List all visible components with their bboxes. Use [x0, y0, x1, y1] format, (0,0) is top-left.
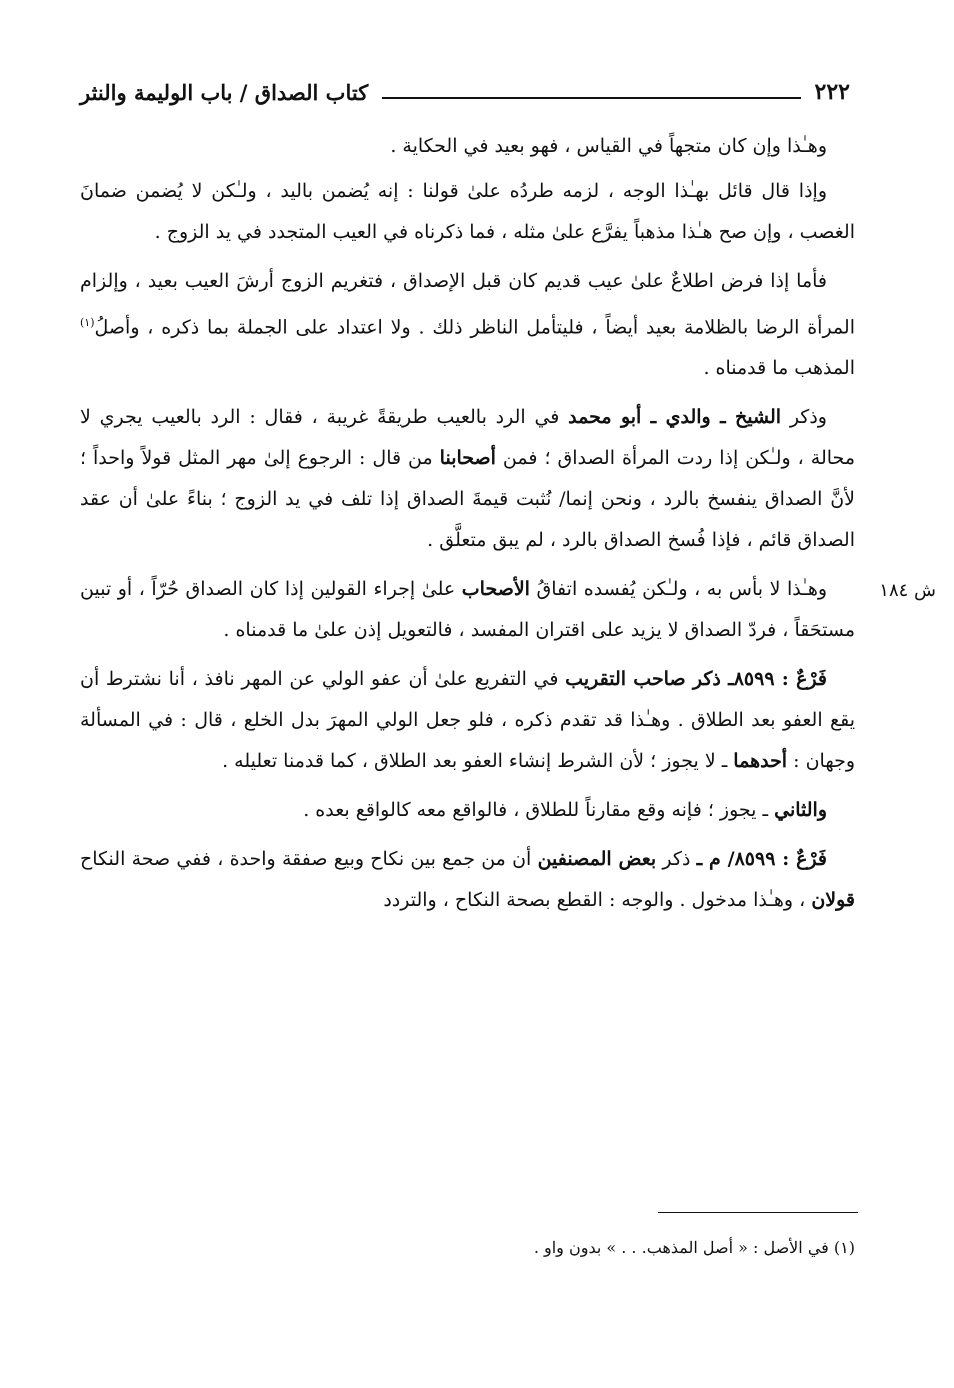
footnote-divider [658, 1212, 858, 1213]
paragraph-text: علىٰ إجراء القولين إذا كان الصداق حُرّاً ، أو تبين مستحَقاً ، فردّ الصداق لا يزيد على اقتران المفسد ، فالتعويل إذن علىٰ ما قدمناه . [80, 578, 855, 642]
paragraph-text: في التفريع علىٰ أن عفو الولي عن المهر نافذ ، أنا نشترط أن يقع العفو بعد الطلاق . وهـٰذا قد تقدم ذكره ، فلو جعل الولي المهرَ بدل الخلع ، قال : في المسألة وجهان : [80, 668, 855, 773]
header-rule [382, 97, 800, 99]
paragraph [80, 569, 855, 651]
bold-term: أحدهما [733, 750, 788, 773]
paragraph [80, 261, 855, 389]
paragraph-text: من قال : الرجوع إلىٰ مهر المثل قولاً واحداً ؛ لأنَّ الصداق ينفسخ بالرد ، ونحن إنما/ نُثبت قيمةَ الصداق إذا تلف في يد الزوج ؛ بناءً علىٰ أن عقد الصداق قائم ، فإذا فُسخ الصداق بالرد ، لم يبق متعلَّق . [80, 447, 855, 552]
paragraph-text: ـ لا يجوز ؛ لأن الشرط إنشاء العفو بعد الطلاق ، كما قدمنا تعليله . [222, 750, 734, 773]
paragraph-text: في الرد بالعيب طريقةً غريبة ، فقال : الرد بالعيب يجري لا محالة ، ولـٰكن إذا ردت المرأة الصداق ؛ فمن [80, 406, 855, 470]
page-header [80, 72, 850, 112]
paragraph-text: وذكر [781, 406, 827, 429]
footnote: (١) في الأصل : « أصل المذهب. . . » بدون واو . [533, 1238, 855, 1257]
page-number: ٢٢٢ [814, 79, 850, 105]
bold-heading: ٨٥٩٩/ م ـ [696, 848, 776, 871]
section-label: فَرْعٌ : [774, 668, 827, 691]
paragraph-text: ذكر [656, 848, 697, 871]
paragraph [80, 659, 855, 782]
paragraph-text: وهـٰذا وإن كان متجهاً في القياس ، فهو بعيد في الحكاية . [390, 135, 827, 157]
paragraph-text: فأما إذا فرض اطلاعٌ علىٰ عيب قديم كان قبل الإصداق ، فتغريم الزوج أرشَ العيب بعيد ، وإلزام المرأة الرضا بالظلامة بعيد أيضاً ، فليتأمل الناظر ذلك . ولا اعتداد على الجملة بما ذكره ، وأصلُ [80, 270, 855, 339]
main-text [80, 126, 855, 929]
paragraph [80, 171, 855, 253]
paragraph-text: ـ يجوز ؛ فإنه وقع مقارناً للطلاق ، فالواقع معه كالواقع بعده . [303, 799, 775, 822]
margin-note: ش ١٨٤ [879, 580, 936, 601]
paragraph [80, 126, 855, 167]
bold-term: أصحابنا [439, 447, 496, 470]
paragraph-text: أن من جمع بين نكاح وبيع صفقة واحدة ، ففي صحة النكاح [80, 848, 538, 871]
footnote-ref: (١) [80, 316, 95, 329]
paragraph-text: وهـٰذا لا بأس به ، ولـٰكن يُفسده اتفاقُ [529, 578, 828, 601]
running-title: كتاب الصداق / باب الوليمة والنثر [80, 79, 369, 105]
bold-name: الشيخ ـ والدي ـ أبو محمد [568, 406, 782, 429]
paragraph-text: ، وهـٰذا مدخول . والوجه : القطع بصحة النكاح ، والتردد [383, 889, 812, 912]
bold-term: قولان [811, 889, 855, 912]
bold-heading: ٨٥٩٩ـ ذكر صاحب التقريب [565, 668, 775, 691]
section-label: فَرْعٌ : [775, 848, 827, 871]
bold-term: بعض المصنفين [537, 848, 657, 871]
paragraph-text: وإذا قال قائل بهـٰذا الوجه ، لزمه طردُه علىٰ قولنا : إنه يُضمن باليد ، ولـٰكن لا يُضمن ضمانَ الغصب ، وإن صح هـٰذا مذهباً يفرَّع علىٰ مثله ، فما ذكرناه في العيب المتجدد في يد الزوج . [80, 180, 855, 243]
paragraph-text: المذهب ما قدمناه . [703, 357, 855, 380]
paragraph [80, 839, 855, 921]
bold-term: والثاني [774, 799, 827, 822]
bold-term: الأصحاب [461, 578, 530, 601]
paragraph [80, 397, 855, 561]
paragraph [80, 790, 855, 831]
